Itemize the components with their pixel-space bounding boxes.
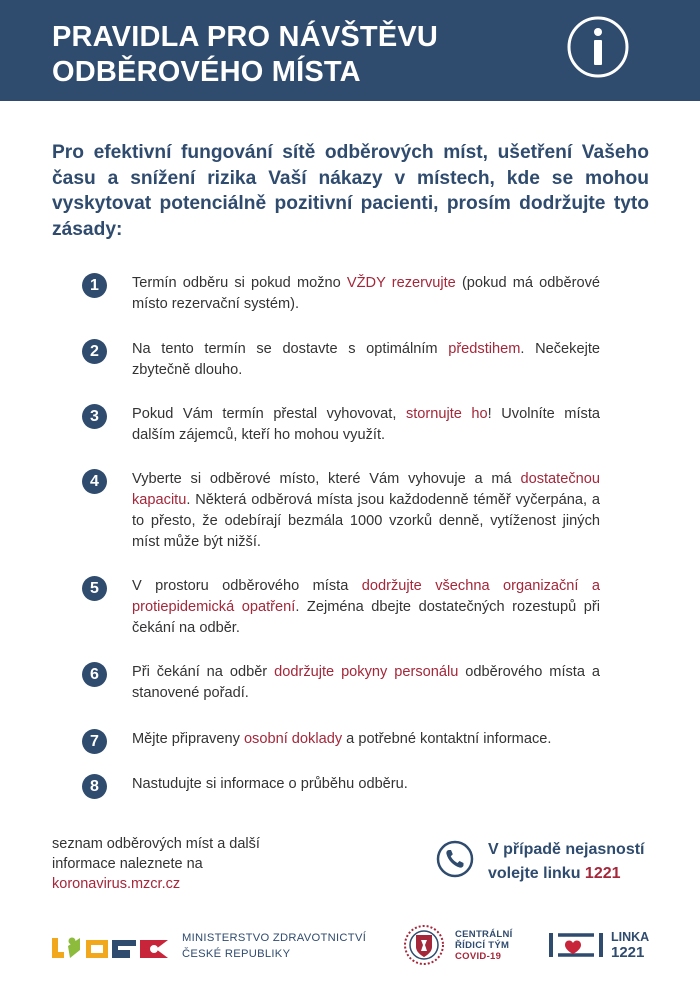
page-title: [52, 20, 438, 90]
rule-highlight: VŽDY rezervujte: [346, 275, 456, 291]
central-team-label: CENTRÁLNÍ ŘÍDICÍ TÝM COVID-19: [455, 929, 513, 962]
intro-text: Pro efektivní fungování sítě odběrových míst, ušetření Vašeho času a snížení rizika Vaší nákazy v místech, kde se mohou vyskytovat potenciálně pozitivní pacienti, prosím dodržujte tyto zásady:: [52, 142, 649, 240]
hotline-line-1: V případě nejasností: [488, 841, 645, 858]
title-line-1: PRAVIDLA PRO NÁVŠTĚVU: [52, 21, 439, 53]
rule-text: Na tento termín se dostavte s optimálním předstihem. Nečekejte zbytečně dlouho.: [132, 341, 600, 378]
rule-number: 2: [82, 339, 107, 364]
rule-highlight: dodržujte všechna organizační a protiepidemická opatření: [132, 578, 600, 615]
footer-info: [52, 834, 260, 894]
hotline-line-2: volejte linku 1221: [488, 865, 621, 882]
rule-highlight: dodržujte pokyny personálu: [274, 664, 459, 680]
hotline-text: [488, 838, 644, 886]
title-line-2: ODBĚROVÉHO MÍSTA: [52, 56, 361, 88]
phone-icon: [436, 840, 474, 878]
linka-logo-icon: [548, 930, 604, 960]
rule-number: 7: [82, 729, 107, 754]
linka-label: LINKA 1221: [611, 930, 650, 961]
ministry-logo-icon: [50, 932, 172, 960]
rule-text: Termín odběru si pokud možno VŽDY rezervujte (pokud má odběrové místo rezervační systém).: [132, 275, 600, 312]
ministry-name: MINISTERSTVO ZDRAVOTNICTVÍ ČESKÉ REPUBLIKY: [182, 932, 367, 960]
rule-text: Vyberte si odběrové místo, které Vám vyhovuje a má dostatečnou kapacitu. Některá odběrová místa jsou každodenně téměř vyčerpána, a to přesto, že odebírají bezmála 1000 vzorků denně, vytíženost jiných míst může být nižší.: [132, 471, 600, 550]
rule-number: 4: [82, 469, 107, 494]
info-icon: [567, 16, 629, 78]
rule-highlight: stornujte ho: [405, 406, 488, 422]
rule-text: V prostoru odběrového místa dodržujte všechna organizační a protiepidemická opatření. Zejména dbejte dostatečných rozestupů při čekání na odběr.: [132, 578, 600, 636]
rule-number: 8: [82, 774, 107, 799]
rule-highlight: dostatečnou kapacitu: [132, 471, 600, 508]
header-banner: [0, 0, 700, 101]
rule-number: 6: [82, 662, 107, 687]
crest-icon: [402, 923, 446, 967]
rule-text: Pokud Vám termín přestal vyhovovat, stornujte ho! Uvolníte místa dalším zájemců, kteří ho mohou využít.: [132, 406, 600, 443]
rule-highlight: osobní doklady: [243, 731, 343, 747]
website-link[interactable]: koronavirus.mzcr.cz: [52, 876, 181, 892]
footer-line-2: informace naleznete na: [52, 856, 203, 872]
rule-text: Při čekání na odběr dodržujte pokyny personálu odběrového místa a stanovené pořadí.: [132, 664, 601, 701]
rule-text: Nastudujte si informace o průběhu odběru.: [132, 776, 408, 792]
footer-line-1: seznam odběrových míst a další: [52, 836, 260, 852]
rule-number: 1: [82, 273, 107, 298]
rule-highlight: předstihem: [448, 341, 521, 357]
rule-number: 3: [82, 404, 107, 429]
rule-number: 5: [82, 576, 107, 601]
rule-text: Mějte připraveny osobní doklady a potřebné kontaktní informace.: [132, 731, 552, 747]
hotline-number: 1221: [584, 865, 621, 882]
